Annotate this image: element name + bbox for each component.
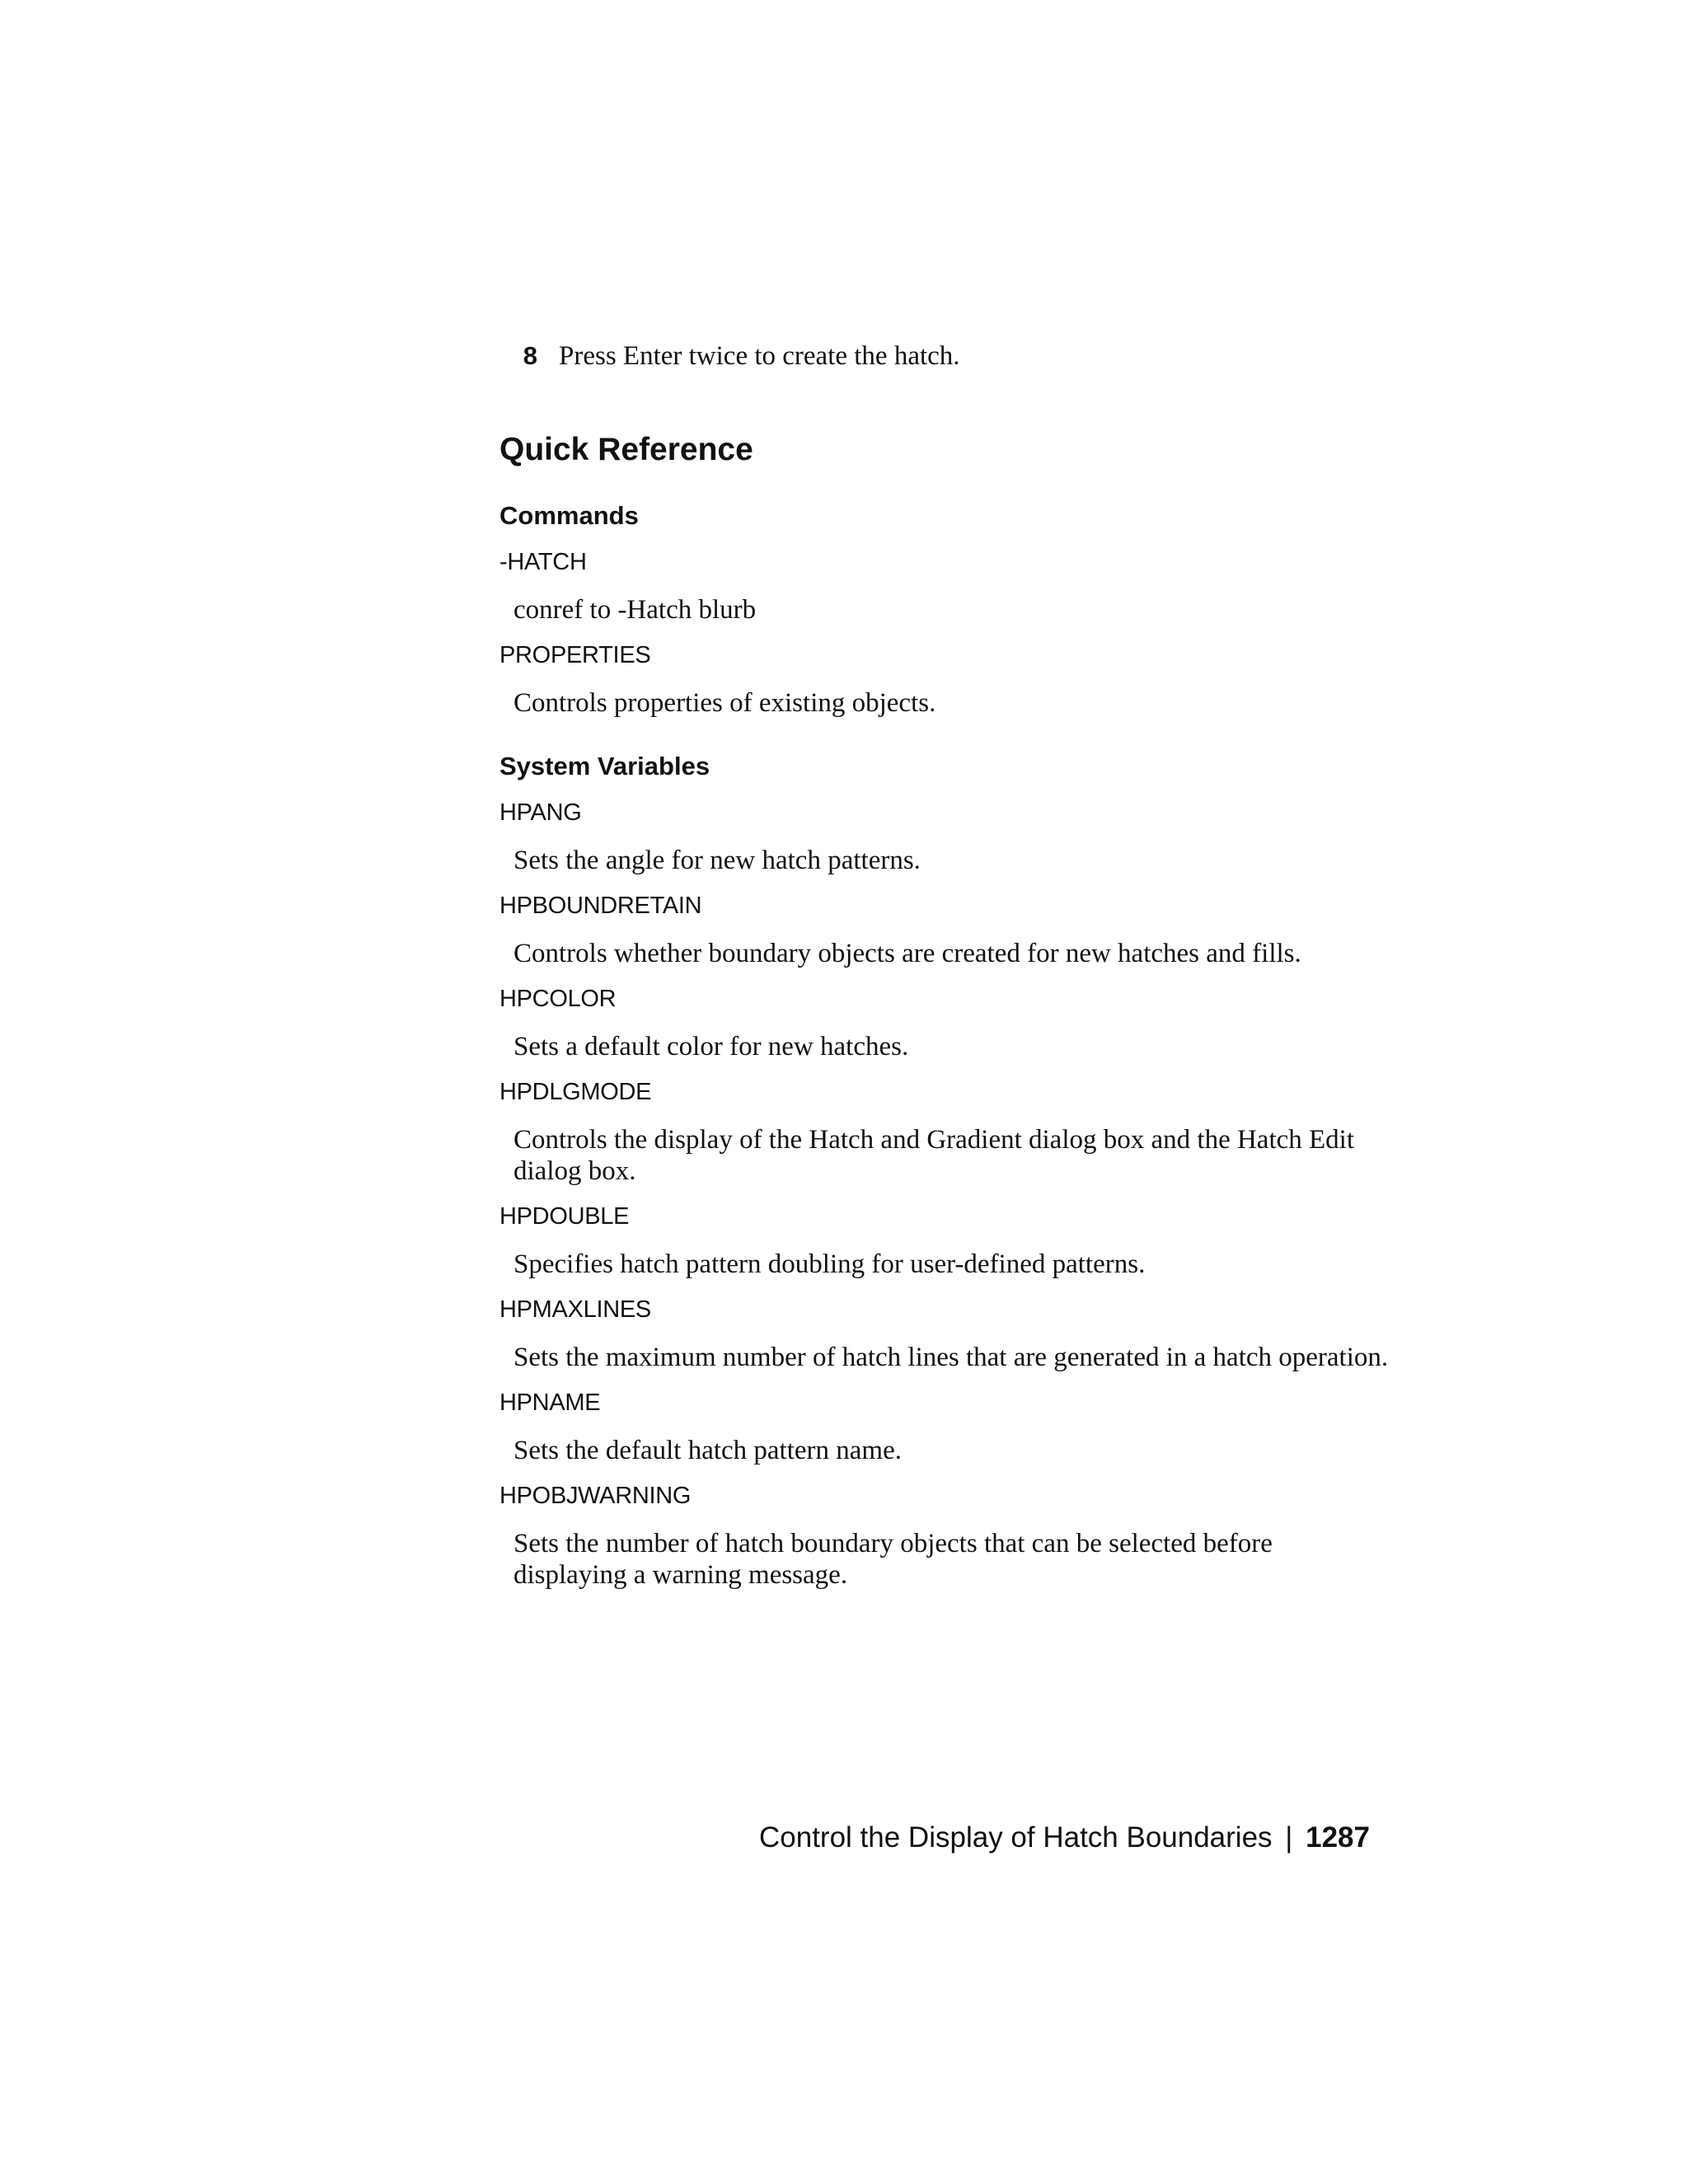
- step-number: 8: [523, 341, 537, 370]
- command-hatch-description: conref to -Hatch blurb: [513, 595, 757, 625]
- commands-heading: Commands: [499, 501, 639, 530]
- sysvar-hpobjwarning-description: Sets the number of hatch boundary objects that can be selected before displaying a warning message.: [513, 1529, 1273, 1590]
- sysvar-hpobjwarning-link[interactable]: HPOBJWARNING: [499, 1483, 692, 1509]
- sysvar-hpdouble-link[interactable]: HPDOUBLE: [499, 1203, 630, 1230]
- command-properties-link[interactable]: PROPERTIES: [499, 642, 651, 668]
- command-hatch-link[interactable]: -HATCH: [499, 549, 587, 575]
- sysvar-hpname-description: Sets the default hatch pattern name.: [513, 1436, 902, 1465]
- sysvar-hpdouble-description: Specifies hatch pattern doubling for user-defined patterns.: [513, 1249, 1146, 1279]
- footer-separator: |: [1285, 1821, 1293, 1854]
- sysvar-hpboundretain-description: Controls whether boundary objects are created for new hatches and fills.: [513, 939, 1301, 968]
- sysvar-hpang-description: Sets the angle for new hatch patterns.: [513, 846, 921, 875]
- sysvar-hpcolor-link[interactable]: HPCOLOR: [499, 986, 617, 1012]
- procedure-step: [499, 338, 1390, 374]
- sysvar-hpcolor-description: Sets a default color for new hatches.: [513, 1032, 909, 1062]
- sysvar-hpmaxlines-link[interactable]: HPMAXLINES: [499, 1296, 651, 1323]
- step-text: Press Enter twice to create the hatch.: [559, 341, 960, 371]
- sysvar-hpdlgmode-link[interactable]: HPDLGMODE: [499, 1079, 652, 1105]
- system-variables-list: [499, 797, 1390, 1591]
- sysvar-hpdlgmode-description: Controls the display of the Hatch and Gradient dialog box and the Hatch Edit dialog box.: [513, 1125, 1355, 1186]
- quick-reference-heading: Quick Reference: [499, 432, 753, 467]
- sysvar-hpname-link[interactable]: HPNAME: [499, 1390, 601, 1416]
- sysvar-hpmaxlines-description: Sets the maximum number of hatch lines that are generated in a hatch operation.: [513, 1343, 1389, 1372]
- page-content: [499, 338, 1390, 1591]
- page-footer: [759, 1820, 1370, 1856]
- commands-list: [499, 546, 1390, 719]
- command-properties-description: Controls properties of existing objects.: [513, 688, 936, 718]
- footer-chapter-title: Control the Display of Hatch Boundaries: [759, 1821, 1273, 1854]
- system-variables-heading: System Variables: [499, 752, 710, 780]
- page-number: 1287: [1306, 1821, 1370, 1854]
- sysvar-hpang-link[interactable]: HPANG: [499, 799, 582, 826]
- sysvar-hpboundretain-link[interactable]: HPBOUNDRETAIN: [499, 893, 702, 919]
